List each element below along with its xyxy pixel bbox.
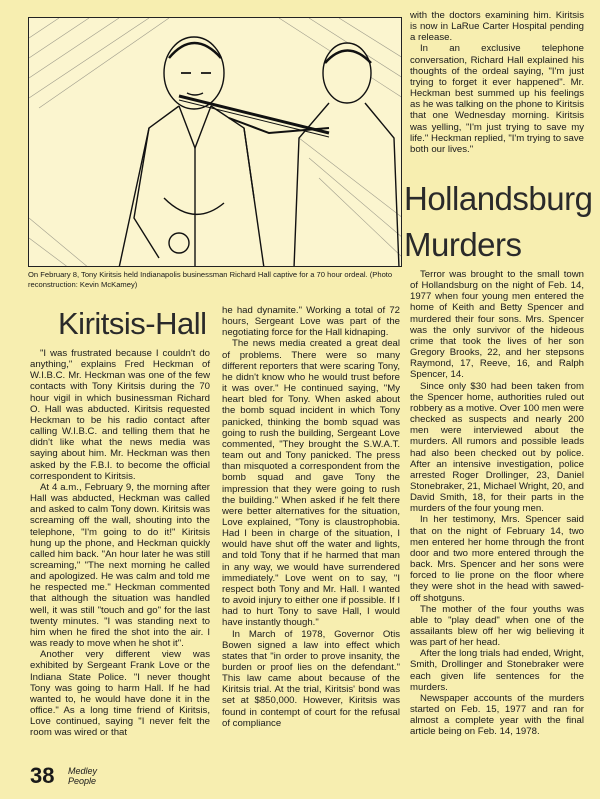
hostage-figure (119, 37, 264, 267)
paragraph: he had dynamite." Working a total of 72 hours, Sergeant Love was part of the negotiating force for the Hall kidnaping. (222, 305, 400, 339)
paragraph: After the long trials had ended, Wright, Smith, Drollinger and Stonebraker were each given life sentences for the murders. (410, 648, 584, 693)
kiritsis-hall-headline: Kiritsis-Hall (58, 306, 207, 341)
kiritsis-column-1 (30, 348, 210, 738)
paragraph: Since only $30 had been taken from the Spencer home, authorities ruled out robbery as a motive. Over 100 men were checked as suspects and nearly 200 men were interviewed about the murders. All rumors and possible leads had also been checked out by police. After an intensive investigation, police arrested Roger Drollinger, 23, Daniel Stonebraker, 21, Michael Wright, 20, and David Smith, 18, for their parts in the murders of the four young men. (410, 380, 584, 515)
illustration (28, 17, 402, 267)
paragraph: In her testimony, Mrs. Spencer said that on the night of February 14, two men entered her home through the front door and two more entered through the back. Mrs. Spencer and her sons were forced to lie prone on the floor where they were shot in the head with sawed-off shotguns. (410, 514, 584, 604)
paragraph: "I was frustrated because I couldn't do anything," explains Fred Heckman of W.I.B.C. Mr. Heckman was one of the few contacts with Tony Kiritsis during the 70 hour vigil in which businessman Richard O. Hall was abducted. Kiritsis requested Heckman to be his radio contact after calling W.I.B.C. and telling them that he didn't like what the news media was saying about him. Mr. Heckman was then asked by the F.B.I. to become the official correspondent to Kiritsis. (30, 348, 210, 482)
kiritsis-column-3 (410, 10, 584, 155)
paragraph: At 4 a.m., February 9, the morning after Hall was abducted, Heckman was called and asked to calm Tony down. Kiritsis was screaming off the wall, shouting into the telephone, "I'm going to do it!" Kiritsis hung up the phone, and Heckman quickly called him back. "An hour later he was still screaming," "The next morning he called and apologized. He was calm and told me he respected me." Heckman commented that although the situation was handled well, it was still "touch and go" for the last twenty minutes. "I was standing next to him when he fired the shot into the air. I was ready to move when he shot it". (30, 481, 210, 650)
hollandsburg-headline-line2: Murders (404, 226, 522, 263)
paragraph: Another very different view was exhibited by Sergeant Frank Love or the Indiana State Police. "I never thought Tony was going to harm Hall. If he had wanted to, he would have done it in the office." As a long time friend of Kiritsis, Love continued, saying "I never felt the room was wired or that (30, 649, 210, 739)
paragraph: In March of 1978, Governor Otis Bowen signed a law into effect which states that "in order to prove insanity, the burden or proof lies on the defendant." This law came about because of the Kiritsis trial. At the trial, Kiritsis' bond was set at $850,000. However, Kiritsis was found in contempt of court for the refusal of compliance (222, 628, 400, 729)
paragraph: Terror was brought to the small town of Hollandsburg on the night of Feb. 14, 1977 when four young men entered the home of Keith and Betty Spencer and murdered their four sons. Mrs. Spencer was the only survivor of the hideous crime that took the lives of her son Gregory Brooks, 22, and her stepsons Raymond, 17, Reeve, 16, and Ralph Spencer, 14. (410, 269, 584, 381)
kiritsis-column-2 (222, 305, 400, 729)
page-number: 38 (30, 763, 55, 788)
captor-figure (229, 43, 399, 267)
paragraph: Newspaper accounts of the murders started on Feb. 15, 1977 and ran for almost a complete year with the final article being on Feb. 14, 1978. (410, 692, 584, 738)
paragraph: In an exclusive telephone conversation, Richard Hall explained his thoughts of the ordeal saying, "I'm just trying to forget it ever happened". Mr. Heckman best summed up his feelings as he was talking on the phone to Kiritsis that one Wednesday morning. Kiritsis was yelling, "I'm just trying to save my life." Heckman replied, "I'm trying to save both our lives." (410, 43, 584, 155)
paragraph: The news media created a great deal of problems. There were so many different reporters that were scaring Tony, he didn't know who he would trust before it was over." He continued saying, "My heart bled for Tony. When asked about the bomb squad incident in which Tony panicked, thinking the bomb squad was going to rush the building, Sergeant Love commented, "They brought the S.W.A.T. team out and Tony panicked. The press than misquoted a correspondent from the bomb squad and gave Tony the impression that they were going to rush the building." When asked if he felt there were better alternatives for the situation, Love explained, "Tony is claustrophobia. Had I been in charge of the situation, I would have shut off the water and lights, and told Tony that if he harmed that man in any way, we would have surrendered immediately." Love went on to say, "I respect both Tony and Mr. Hall. I wanted to avoid injury to either one if possible. If I had to hurt Tony to save Hall, I would have instantly though." (222, 338, 400, 629)
photo-caption: On February 8, Tony Kiritsis held Indianapolis businessman Richard Hall captive for a 70 hour ordeal. (Photo reconstruction: Kevin McKamey) (28, 270, 393, 289)
paragraph: The mother of the four youths was able to "play dead" when one of the assailants blew off her wig believing it was part of her head. (410, 603, 584, 649)
hollandsburg-article (410, 269, 584, 738)
magazine-name (68, 766, 97, 786)
paragraph: with the doctors examining him. Kiritsis is now in LaRue Carter Hospital pending a release. (410, 10, 584, 44)
illustration-drawing (29, 18, 402, 267)
magazine-name-line1: Medley (68, 766, 98, 776)
magazine-name-line2: People (68, 776, 97, 786)
hollandsburg-headline-line1: Hollandsburg (404, 180, 593, 217)
